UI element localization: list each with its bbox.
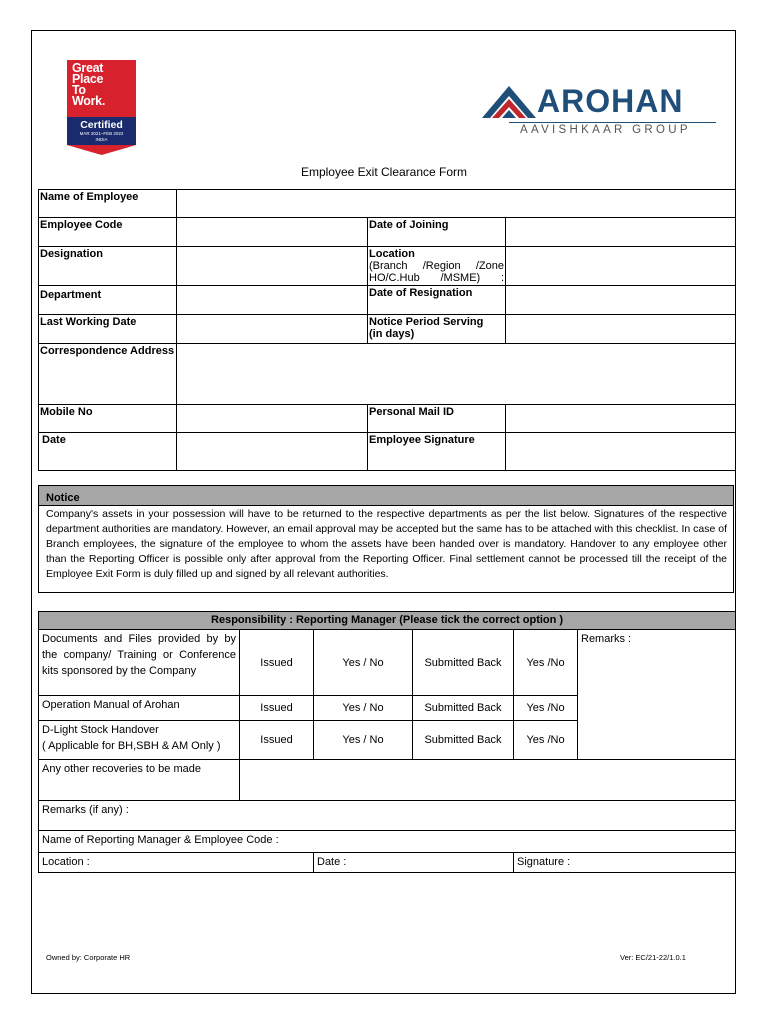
arohan-name: AROHAN: [537, 83, 684, 119]
last-working-date-label: Last Working Date: [39, 315, 177, 344]
d-light-applicability: ( Applicable for BH,SBH & AM Only ): [42, 740, 221, 752]
department-field[interactable]: [177, 286, 368, 315]
d-light-submitted-back[interactable]: Submitted Back: [413, 721, 514, 760]
employee-code-field[interactable]: [177, 218, 368, 247]
operation-manual-yes-no-2[interactable]: Yes /No: [514, 696, 578, 721]
d-light-yes-no[interactable]: Yes / No: [314, 721, 413, 760]
date-of-resignation-field[interactable]: [506, 286, 736, 315]
employee-code-label: Employee Code: [39, 218, 177, 247]
correspondence-address-label: Correspondence Address: [39, 344, 177, 405]
great-place-to-work-badge: [67, 60, 136, 155]
remarks-cell[interactable]: Remarks :: [578, 630, 736, 760]
documents-submitted-back[interactable]: Submitted Back: [413, 630, 514, 696]
documents-yes-no-2[interactable]: Yes /No: [514, 630, 578, 696]
responsibility-table: [38, 611, 736, 873]
remarks-if-any[interactable]: Remarks (if any) :: [39, 801, 736, 831]
documents-issued[interactable]: Issued: [240, 630, 314, 696]
footer-owner: Owned by: Corporate HR: [46, 953, 131, 962]
form-title: Employee Exit Clearance Form: [300, 165, 468, 179]
designation-field[interactable]: [177, 247, 368, 286]
date-of-resignation-label: Date of Resignation: [368, 286, 506, 315]
personal-mail-label: Personal Mail ID: [368, 405, 506, 433]
notice-body: Company's assets in your possession will have to be returned to the respective departments as per the list below. Signatures of the respective department authorities are mandatory. However, an email approval may be accepted but the same has to be attached with this checklist. In case of Branch employees, the signature of the employee to whom the assets have been handed over is mandatory. Handover to any employee other than the Reporting Officer is possible only after approval from the Reporting Officer. Final settlement cannot be processed till the receipt of the Employee Exit Form is duly filled up and signed by all relevant authorities.: [46, 508, 727, 580]
employee-signature-field[interactable]: [506, 433, 736, 471]
notice-period-sub-label: (in days): [369, 328, 415, 340]
department-label: Department: [39, 286, 177, 315]
name-of-employee-label: Name of Employee: [39, 190, 177, 218]
arohan-logo: [482, 83, 722, 143]
d-light-issued[interactable]: Issued: [240, 721, 314, 760]
date-cell[interactable]: Date :: [314, 853, 514, 873]
arohan-subtitle: AAVISHKAAR GROUP: [520, 124, 691, 136]
other-recoveries-field[interactable]: [240, 760, 736, 801]
date-of-joining-field[interactable]: [506, 218, 736, 247]
name-of-employee-field[interactable]: [177, 190, 736, 218]
operation-manual-issued[interactable]: Issued: [240, 696, 314, 721]
logo-divider: [509, 122, 716, 123]
d-light-yes-no-2[interactable]: Yes /No: [514, 721, 578, 760]
footer-version: Ver: EC/21-22/1.0.1: [620, 953, 686, 962]
notice-heading: Notice: [39, 486, 733, 506]
last-working-date-field[interactable]: [177, 315, 368, 344]
notice-box: [38, 485, 734, 593]
mobile-no-field[interactable]: [177, 405, 368, 433]
operation-manual-submitted-back[interactable]: Submitted Back: [413, 696, 514, 721]
documents-yes-no[interactable]: Yes / No: [314, 630, 413, 696]
location-field[interactable]: [506, 247, 736, 286]
other-recoveries-label: Any other recoveries to be made: [39, 760, 240, 801]
notice-period-label: Notice Period Serving (in days): [368, 315, 506, 344]
operation-manual-yes-no[interactable]: Yes / No: [314, 696, 413, 721]
signature-cell[interactable]: Signature :: [514, 853, 736, 873]
operation-manual-label: Operation Manual of Arohan: [39, 696, 240, 721]
arohan-mountain-icon: [482, 84, 538, 120]
d-light-stock-label: D-Light Stock Handover ( Applicable for BH,SBH & AM Only ): [39, 721, 240, 760]
date-field[interactable]: [177, 433, 368, 471]
location-sub-label: (Branch /Region /Zone HO/C.Hub /MSME) :: [369, 260, 504, 284]
personal-mail-field[interactable]: [506, 405, 736, 433]
date-of-joining-label: Date of Joining: [368, 218, 506, 247]
responsibility-heading: Responsibility : Reporting Manager (Please tick the correct option ): [39, 612, 736, 630]
reporting-manager-name[interactable]: Name of Reporting Manager & Employee Code :: [39, 831, 736, 853]
date-label: Date: [39, 433, 177, 471]
designation-label: Designation: [39, 247, 177, 286]
notice-period-field[interactable]: [506, 315, 736, 344]
correspondence-address-field[interactable]: [177, 344, 736, 405]
location-cell[interactable]: Location :: [39, 853, 314, 873]
badge-title: Great Place To Work.: [72, 61, 105, 108]
employee-signature-label: Employee Signature: [368, 433, 506, 471]
location-label: Location (Branch /Region /Zone HO/C.Hub /MSME) :: [369, 248, 504, 284]
documents-item-label: Documents and Files provided by by the company/ Training or Conference kits sponsored by the Company: [39, 630, 240, 696]
mobile-no-label: Mobile No: [39, 405, 177, 433]
employee-details-table: [38, 189, 736, 471]
badge-certified: Certified MAR 2021–FEB 2022 INDIA: [67, 117, 136, 145]
